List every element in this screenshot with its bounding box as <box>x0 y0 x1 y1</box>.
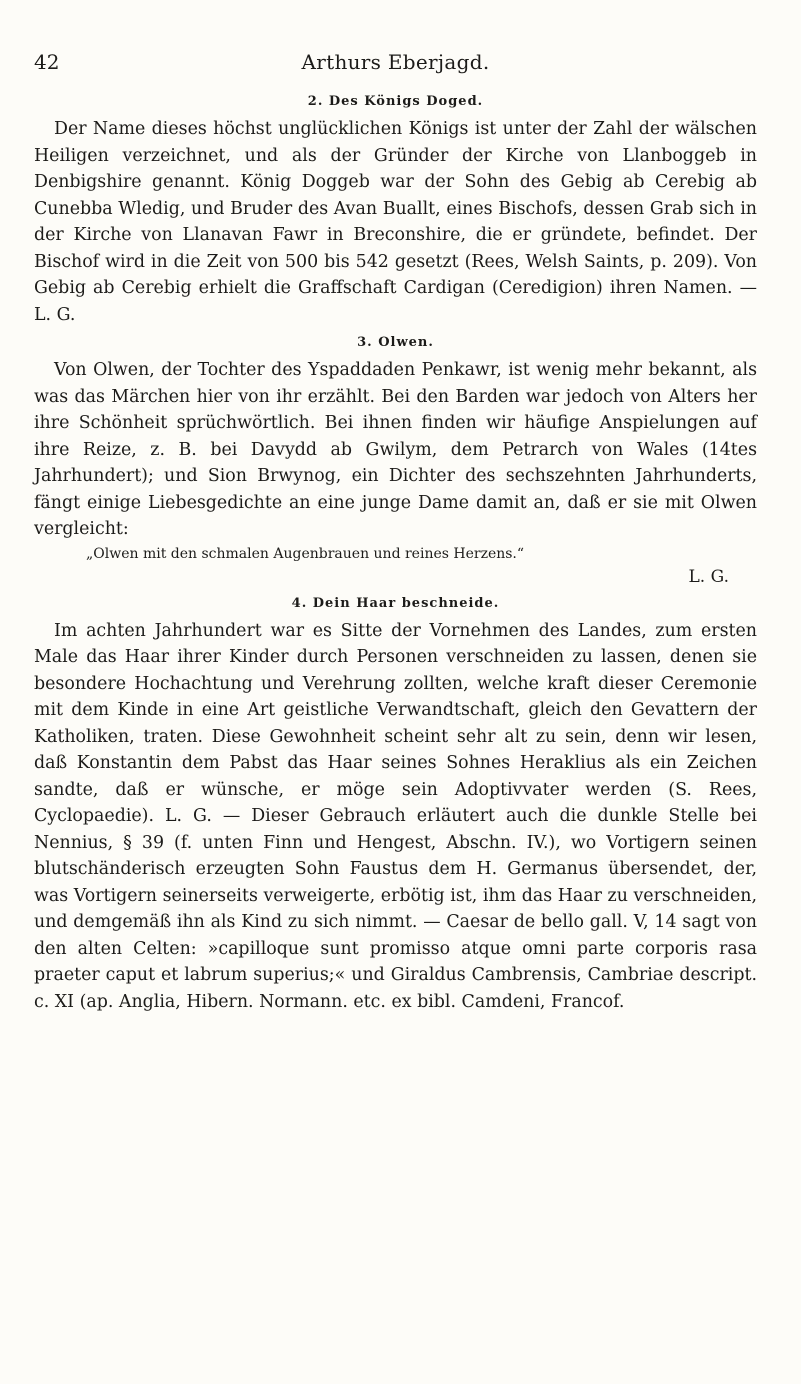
section-paragraph: Der Name dieses höchst unglücklichen Königs ist unter der Zahl der wälschen Heiligen verzeichnet, und als der Gründer der Kirche von Llanboggeb in Denbigshire genannt. König Doggeb war der Sohn des Gebig ab Cerebig ab Cunebba Wledig, und Bruder des Avan Buallt, eines Bischofs, dessen Grab sich in der Kirche von Llanavan Fawr in Breconshire, die er gründete, befindet. Der Bischof wird in die Zeit von 500 bis 542 gesetzt (Rees, Welsh Saints, p. 209). Von Gebig ab Cerebig erhielt die Graffschaft Cardigan (Ceredigion) ihren Namen. — L. G. <box>34 119 757 325</box>
quotation: „Olwen mit den schmalen Augenbrauen und reines Herzens.“ <box>86 545 525 562</box>
text-column <box>34 93 757 1015</box>
section-heading: 3. Olwen. <box>357 335 434 350</box>
section-paragraph: Von Olwen, der Tochter des Yspaddaden Penkawr, ist wenig mehr bekannt, als was das Märchen hier von ihr erzählt. Bei den Barden war jedoch von Alters her ihre Schönheit sprüchwörtlich. Bei ihnen finden wir häufige Anspielungen auf ihre Reize, z. B. bei Davydd ab Gwilym, dem Petrarch von Wales (14tes Jahrhundert); und Sion Brwynog, ein Dichter des sechszehnten Jahrhunderts, fängt einige Liebesgedichte an eine junge Dame damit an, daß er sie mit Olwen vergleicht: <box>34 360 757 539</box>
section-paragraph: Im achten Jahrhundert war es Sitte der Vornehmen des Landes, zum ersten Male das Haar ihrer Kinder durch Personen verschneiden zu lassen, denen sie besondere Hochachtung und Verehrung zollten, welche kraft dieser Ceremonie mit dem Kinde in eine Art geistliche Verwandtschaft, gleich den Gevattern der Katholiken, traten. Diese Gewohnheit scheint sehr alt zu sein, denn wir lesen, daß Konstantin dem Pabst das Haar seines Sohnes Heraklius als ein Zeichen sandte, daß er wünsche, er möge sein Adoptivvater werden (S. Rees, Cyclopaedie). L. G. — Dieser Gebrauch erläutert auch die dunkle Stelle bei Nennius, § 39 (f. unten Finn und Hengest, Abschn. IV.), wo Vortigern seinen blutschänderisch erzeugten Sohn Faustus dem H. Germanus übersendet, der, was Vortigern seinerseits verweigerte, erbötig ist, ihm das Haar zu verschneiden, und demgemäß ihn als Kind zu sich nimmt. — Caesar de bello gall. V, 14 sagt von den alten Celten: »capilloque sunt promisso atque omni parte corporis rasa praeter caput et labrum superius;« und Giraldus Cambrensis, Cambriae descript. c. XI (ap. Anglia, Hibern. Normann. etc. ex bibl. Camdeni, Francof. <box>34 620 757 1012</box>
section-heading: 2. Des Königs Doged. <box>307 94 484 109</box>
running-title: Arthurs Eberjagd. <box>301 50 490 74</box>
author-initials: L. G. <box>688 566 729 587</box>
running-head <box>34 50 757 80</box>
page-number: 42 <box>34 50 60 74</box>
section-heading: 4. Dein Haar beschneide. <box>291 595 500 611</box>
